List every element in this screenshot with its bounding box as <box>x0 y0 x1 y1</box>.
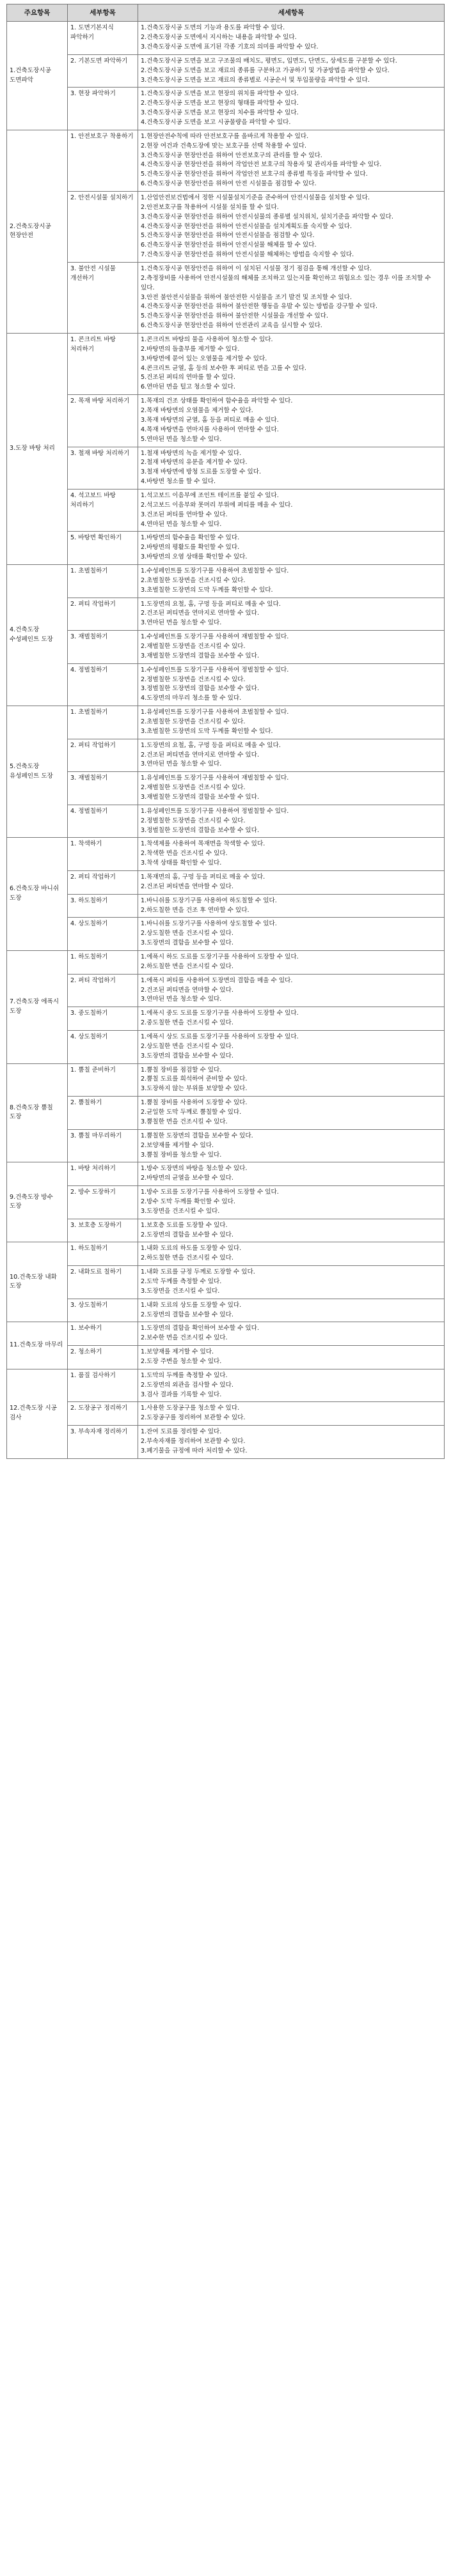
detail-line: 4.콘크리트 균열, 홈 등의 보수한 후 퍼티로 면을 고를 수 있다. <box>141 364 306 372</box>
detail-line: 2.방수 도막 두께를 확인할 수 있다. <box>141 1198 235 1205</box>
table-row <box>7 772 445 805</box>
detail-line: 1.건축도장시공 현장안전을 위하여 이 설치된 시설물 정기 점검을 통해 개선할 수 있다. <box>141 265 372 273</box>
table-row <box>7 192 445 263</box>
detail-item-cell <box>138 1402 445 1426</box>
detail-line: 1.유성페인트를 도장기구를 사용하여 초벌칠할 수 있다. <box>141 709 289 716</box>
detail-line: 1.도장면의 요철, 홈, 구멍 등을 퍼티로 메울 수 있다. <box>141 741 281 749</box>
detail-line: 2.하도칠한 면을 건조시킬 수 있다. <box>141 1254 233 1262</box>
sub-item-cell: 3. 뿜칠 마무리하기 <box>68 1129 138 1162</box>
sub-item-cell: 2. 목재 바탕 처리하기 <box>68 395 138 447</box>
table-row <box>7 54 445 88</box>
detail-line: 3.연마된 면을 청소할 수 있다. <box>141 760 222 768</box>
detail-line: 4.건축도장시공 현장안전을 위하여 작업안전 보호구의 착용자 및 관리자를 파악할 수 있다. <box>141 161 382 169</box>
table-row <box>7 1063 445 1097</box>
detail-line: 1.내화 도료의 상도를 도장할 수 있다. <box>141 1301 242 1309</box>
detail-item-cell <box>138 54 445 88</box>
detail-line: 3.초벌칠한 도장면의 도막 두께를 확인할 수 있다. <box>141 727 273 735</box>
table-row <box>7 838 445 871</box>
sub-item-cell: 1. 콘크리트 바탕 처리하기 <box>68 334 138 395</box>
table-row <box>7 88 445 130</box>
detail-line: 3.바탕면의 오염 상태를 확인할 수 있다. <box>141 553 248 561</box>
table-row <box>7 395 445 447</box>
table-row <box>7 1097 445 1130</box>
detail-line: 3.건조된 퍼티를 연마할 수 있다. <box>141 511 228 518</box>
detail-line: 2.하도칠한 면을 건조시킬 수 있다. <box>141 962 233 970</box>
detail-line: 1.바니쉬를 도장기구를 사용하여 하도칠할 수 있다. <box>141 897 277 904</box>
detail-line: 5.연마된 면을 청소할 수 있다. <box>141 435 222 443</box>
main-item-cell: 4.건축도장 수성페인트 도장 <box>7 564 68 706</box>
detail-line: 1.에폭시 상도 도료를 도장기구를 사용하여 도장할 수 있다. <box>141 1033 299 1041</box>
detail-line: 1.보호층 도료를 도장할 수 있다. <box>141 1221 228 1229</box>
detail-line: 1.수성페인트를 도장기구를 사용하여 초벌칠할 수 있다. <box>141 567 289 575</box>
sub-item-cell: 4. 정벌칠하기 <box>68 805 138 838</box>
detail-line: 1.방수 도료를 도장기구를 사용하여 도장할 수 있다. <box>141 1189 279 1196</box>
detail-line: 1.산업안전보건법에서 정한 시설물설치기준을 준수하여 안전시설물을 설치할 수 있다. <box>141 194 370 202</box>
table-row <box>7 805 445 838</box>
detail-line: 2.초벌칠한 도장면을 건조시킬 수 있다. <box>141 718 246 725</box>
detail-line: 2.도막 두께를 측정할 수 있다. <box>141 1277 222 1285</box>
detail-line: 2.상도칠한 면을 건조시킬 수 있다. <box>141 1042 233 1050</box>
detail-line: 2.상도칠한 면을 건조시킬 수 있다. <box>141 930 233 937</box>
sub-item-cell: 2. 퍼티 작업하기 <box>68 739 138 772</box>
detail-line: 2.석고보드 이음부와 못머리 부위에 퍼티를 메울 수 있다. <box>141 501 293 509</box>
detail-line: 3.정벌칠한 도장면의 결함을 보수할 수 있다. <box>141 685 259 693</box>
detail-line: 1.도장면의 요철, 홈, 구멍 등을 퍼티로 메울 수 있다. <box>141 600 281 608</box>
main-item-cell: 8.건축도장 뿜칠 도장 <box>7 1063 68 1162</box>
detail-item-cell <box>138 1219 445 1242</box>
table-row <box>7 1369 445 1402</box>
detail-item-cell <box>138 838 445 871</box>
detail-line: 3.뿜칠 장비를 청소할 수 있다. <box>141 1151 222 1159</box>
table-row <box>7 532 445 565</box>
sub-item-cell: 2. 안전시설물 설치하기 <box>68 192 138 263</box>
header-sub-item: 세부항목 <box>68 4 138 22</box>
table-row <box>7 1266 445 1299</box>
detail-item-cell <box>138 706 445 739</box>
detail-line: 2.건조된 퍼티면을 연마지로 연마할 수 있다. <box>141 610 259 617</box>
detail-line: 1.목재의 건조 상태를 확인하여 함수율을 파악할 수 있다. <box>141 397 293 405</box>
detail-line: 4.건축도장시공 현장안전을 위하여 불안전한 행동을 유발 수 있는 방법을 강구할 수 있다. <box>141 303 378 311</box>
table-row <box>7 663 445 706</box>
detail-line: 2.재벌칠한 도장면을 건조시킬 수 있다. <box>141 642 246 650</box>
detail-line: 2.도장공구를 정리하여 보관할 수 있다. <box>141 1414 246 1422</box>
detail-line: 6.연마된 면을 털고 청소할 수 있다. <box>141 383 235 391</box>
main-item-cell: 3.도장 바탕 처리 <box>7 334 68 565</box>
detail-item-cell <box>138 598 445 631</box>
table-row <box>7 598 445 631</box>
detail-line: 1.바니쉬를 도장기구를 사용하여 상도칠할 수 있다. <box>141 920 277 928</box>
sub-item-cell: 3. 하도칠하기 <box>68 894 138 918</box>
detail-item-cell <box>138 22 445 55</box>
detail-line: 1.건축도장시공 도면을 보고 구조물의 배치도, 평면도, 입면도, 단면도, 상세도를 구분할 수 있다. <box>141 57 397 65</box>
sub-item-cell: 1. 착색하기 <box>68 838 138 871</box>
detail-item-cell <box>138 532 445 565</box>
detail-line: 1.철재 바탕면의 녹을 제거할 수 있다. <box>141 449 242 457</box>
detail-line: 3.연마된 면을 청소할 수 있다. <box>141 996 222 1003</box>
sub-item-cell: 2. 도장공구 정리하기 <box>68 1402 138 1426</box>
detail-line: 1.목재면의 홈, 구멍 등을 퍼티로 메울 수 있다. <box>141 874 265 881</box>
detail-line: 5.건축도장시공 현장안전을 위하여 불안전한 시설물을 개선할 수 있다. <box>141 312 329 320</box>
header-detail-item: 세세항목 <box>138 4 445 22</box>
detail-line: 1.현장안전수칙에 따라 안전보호구를 올바르게 착용할 수 있다. <box>141 132 309 140</box>
sub-item-cell: 2. 퍼티 작업하기 <box>68 598 138 631</box>
sub-item-cell: 3. 불안전 시설물 개선하기 <box>68 263 138 334</box>
table-row <box>7 1186 445 1219</box>
table-row <box>7 974 445 1007</box>
detail-line: 2.바탕면의 평활도를 확인할 수 있다. <box>141 544 240 551</box>
detail-line: 2.건축도장시공 도면을 보고 재료의 종류를 구분하고 가공하기 및 가공방법을 파악할 수 있다. <box>141 66 390 74</box>
detail-line: 3.철재 바탕면에 방청 도료를 도장할 수 있다. <box>141 468 262 476</box>
table-row <box>7 130 445 191</box>
sub-item-cell: 1. 초벌칠하기 <box>68 564 138 598</box>
detail-line: 5.건축도장시공 현장안전을 위하여 안전시설물을 점검할 수 있다. <box>141 232 315 240</box>
detail-line: 2.정벌칠한 도장면을 건조시킬 수 있다. <box>141 675 246 683</box>
main-item-cell: 6.건축도장 바니쉬 도장 <box>7 838 68 951</box>
detail-line: 2.착색한 면을 건조시킬 수 있다. <box>141 850 228 858</box>
detail-line: 1.내화 도료를 규정 두께로 도장할 수 있다. <box>141 1269 255 1276</box>
sub-item-cell: 3. 중도칠하기 <box>68 1007 138 1031</box>
detail-line: 1.바탕면의 함수율을 확인할 수 있다. <box>141 534 240 542</box>
detail-line: 3.도장면을 건조시킬 수 있다. <box>141 1207 220 1215</box>
table-row <box>7 951 445 975</box>
detail-item-cell <box>138 1299 445 1322</box>
syllabus-table <box>6 4 445 1459</box>
detail-item-cell <box>138 1186 445 1219</box>
detail-line: 3.재벌칠한 도장면의 결함을 보수할 수 있다. <box>141 652 259 659</box>
sub-item-cell: 4. 석고보드 바탕 처리하기 <box>68 489 138 531</box>
detail-line: 3.바탕면에 묻어 있는 오염물을 제거할 수 있다. <box>141 355 267 362</box>
detail-line: 3.도장하지 않는 부위를 보양할 수 있다. <box>141 1085 248 1093</box>
detail-item-cell <box>138 663 445 706</box>
detail-item-cell <box>138 805 445 838</box>
detail-line: 3.초벌칠한 도장면의 도막 두께를 확인할 수 있다. <box>141 586 273 594</box>
detail-item-cell <box>138 1346 445 1369</box>
detail-line: 1.유성페인트를 도장기구를 사용하여 재벌칠할 수 있다. <box>141 775 289 782</box>
detail-item-cell <box>138 130 445 191</box>
sub-item-cell: 1. 하도칠하기 <box>68 1242 138 1266</box>
detail-line: 1.내화 도료의 하도를 도장할 수 있다. <box>141 1245 242 1253</box>
detail-line: 2.도장면의 결함을 보수할 수 있다. <box>141 1231 233 1238</box>
detail-line: 1.에폭시 하도 도료를 도장기구를 사용하여 도장할 수 있다. <box>141 953 299 961</box>
sub-item-cell: 1. 바탕 처리하기 <box>68 1162 138 1186</box>
detail-line: 2.중도칠한 면을 건조시킬 수 있다. <box>141 1019 233 1027</box>
detail-line: 2.초벌칠한 도장면을 건조시킬 수 있다. <box>141 576 246 584</box>
detail-line: 3.건축도장시공 도면을 보고 재료의 종류별로 시공순서 및 투입물량을 파악할 수 있다. <box>141 76 370 84</box>
sub-item-cell: 4. 정벌칠하기 <box>68 663 138 706</box>
main-item-cell: 2.건축도장시공 현장안전 <box>7 130 68 333</box>
detail-line: 1.사용한 도장공구를 청소할 수 있다. <box>141 1405 240 1412</box>
detail-line: 1.뿜칠 장비를 점검할 수 있다. <box>141 1066 222 1074</box>
detail-item-cell <box>138 894 445 918</box>
main-item-cell: 10.건축도장 내화 도장 <box>7 1242 68 1322</box>
detail-item-cell <box>138 1266 445 1299</box>
detail-line: 4.바탕면 청소를 할 수 있다. <box>141 478 216 486</box>
detail-line: 3.연마된 면을 청소할 수 있다. <box>141 619 222 627</box>
table-row <box>7 1129 445 1162</box>
detail-line: 2.바탕면의 돌출부를 제거할 수 있다. <box>141 345 240 353</box>
detail-line: 1.방수 도장면의 바탕을 청소할 수 있다. <box>141 1165 248 1173</box>
detail-item-cell <box>138 871 445 895</box>
detail-item-cell <box>138 1097 445 1130</box>
detail-line: 5.건축도장시공 현장안전을 위하여 작업안전 보호구의 종류별 특징을 파악할 수 있다. <box>141 171 368 178</box>
detail-line: 2.건조된 퍼티면을 연마할 수 있다. <box>141 986 233 994</box>
table-row <box>7 1346 445 1369</box>
detail-line: 3.건축도장시공 도면을 보고 현장의 치수를 파악할 수 있다. <box>141 109 299 117</box>
table-header-row <box>7 4 445 22</box>
detail-line: 1.수성페인트를 도장기구를 사용하여 정벌칠할 수 있다. <box>141 666 289 674</box>
table-row <box>7 871 445 895</box>
detail-line: 4.도장면의 마무리 청소를 할 수 있다. <box>141 695 242 702</box>
detail-line: 1.도장면의 결함을 확인하여 보수할 수 있다. <box>141 1325 259 1332</box>
sub-item-cell: 4. 상도칠하기 <box>68 918 138 951</box>
detail-line: 3.도장면의 결함을 보수할 수 있다. <box>141 1052 233 1060</box>
detail-item-cell <box>138 974 445 1007</box>
sub-item-cell: 3. 철재 바탕 처리하기 <box>68 447 138 489</box>
sub-item-cell: 2. 퍼티 작업하기 <box>68 974 138 1007</box>
detail-item-cell <box>138 192 445 263</box>
detail-item-cell <box>138 447 445 489</box>
detail-line: 1.에폭시 중도 도료를 도장기구를 사용하여 도장할 수 있다. <box>141 1010 299 1017</box>
detail-item-cell <box>138 772 445 805</box>
table-row <box>7 1162 445 1186</box>
table-row <box>7 564 445 598</box>
detail-line: 2.바탕면의 균열을 보수할 수 있다. <box>141 1175 233 1182</box>
detail-line: 2.보수한 면을 건조시킬 수 있다. <box>141 1334 228 1342</box>
detail-line: 1.콘크리트 바탕의 물을 사용하여 청소할 수 있다. <box>141 336 273 344</box>
sub-item-cell: 1. 하도칠하기 <box>68 951 138 975</box>
detail-line: 3.폐기물을 규정에 따라 처리할 수 있다. <box>141 1447 248 1454</box>
table-row <box>7 1322 445 1346</box>
table-row <box>7 22 445 55</box>
detail-line: 4.목재 바탕면을 연마지를 사용하여 연마할 수 있다. <box>141 426 279 433</box>
detail-item-cell <box>138 631 445 664</box>
table-row <box>7 1426 445 1459</box>
detail-line: 3.도장면의 결함을 보수할 수 있다. <box>141 939 233 947</box>
detail-line: 3.건축도장시공 현장안전을 위하여 안전보호구의 관리를 할 수 있다. <box>141 151 322 159</box>
detail-item-cell <box>138 1063 445 1097</box>
detail-line: 3.검사 결과를 기록할 수 있다. <box>141 1391 222 1398</box>
detail-line: 1.도막의 두께를 측정할 수 있다. <box>141 1371 228 1379</box>
detail-item-cell <box>138 395 445 447</box>
detail-item-cell <box>138 263 445 334</box>
table-row <box>7 631 445 664</box>
detail-line: 5.건조된 퍼티의 연마를 할 수 있다. <box>141 374 235 382</box>
detail-line: 2.균일한 도막 두께로 뿜칠할 수 있다. <box>141 1109 242 1116</box>
table-row <box>7 263 445 334</box>
table-row <box>7 1242 445 1266</box>
detail-line: 2.철재 바탕면의 유분을 제거할 수 있다. <box>141 459 248 467</box>
sub-item-cell: 3. 재벌칠하기 <box>68 772 138 805</box>
detail-line: 2.재벌칠한 도장면을 건조시킬 수 있다. <box>141 784 246 792</box>
table-row <box>7 706 445 739</box>
main-item-cell: 5.건축도장 유성페인트 도장 <box>7 706 68 838</box>
detail-line: 2.목재 바탕면의 오염물을 제거할 수 있다. <box>141 407 253 415</box>
sub-item-cell: 2. 퍼티 작업하기 <box>68 871 138 895</box>
detail-item-cell <box>138 1162 445 1186</box>
detail-line: 3.정벌칠한 도장면의 결함을 보수할 수 있다. <box>141 826 259 834</box>
detail-item-cell <box>138 489 445 531</box>
detail-item-cell <box>138 1129 445 1162</box>
detail-line: 3.재벌칠한 도장면의 결함을 보수할 수 있다. <box>141 794 259 801</box>
detail-line: 1.유성페인트를 도장기구를 사용하여 정벌칠할 수 있다. <box>141 807 289 815</box>
detail-line: 2.안전보호구를 착용하여 시설물 설치를 할 수 있다. <box>141 203 279 211</box>
detail-line: 1.건축도장시공 도면을 보고 현장의 위치를 파악할 수 있다. <box>141 90 299 98</box>
detail-line: 2.정벌칠한 도장면을 건조시킬 수 있다. <box>141 817 246 824</box>
detail-line: 4.연마된 면을 청소할 수 있다. <box>141 520 222 528</box>
table-row <box>7 334 445 395</box>
detail-line: 3.도장면을 건조시킬 수 있다. <box>141 1287 220 1295</box>
sub-item-cell: 3. 부속자재 정리하기 <box>68 1426 138 1459</box>
detail-line: 2.측정장비를 사용하여 안전시설물의 해체를 조치하고 있는지를 확인하고 위험요소 있는 경우 이를 조치할 수 있다. <box>141 274 431 291</box>
detail-item-cell <box>138 1426 445 1459</box>
sub-item-cell: 1. 보수하기 <box>68 1322 138 1346</box>
detail-line: 2.현장 여건과 건축도장에 맞는 보호구를 선택 착용할 수 있다. <box>141 142 307 150</box>
detail-line: 1.착색제를 사용하여 목재면을 착색할 수 있다. <box>141 840 265 848</box>
detail-line: 4.건축도장시공 도면을 보고 시공물량을 파악할 수 있다. <box>141 119 291 126</box>
detail-line: 2.도장면의 외관을 검사할 수 있다. <box>141 1381 233 1389</box>
main-item-cell: 11.건축도장 마무리 <box>7 1322 68 1369</box>
sub-item-cell: 1. 뿜칠 준비하기 <box>68 1063 138 1097</box>
detail-line: 2.하도칠한 면을 건조 후 연마할 수 있다. <box>141 906 249 914</box>
detail-item-cell <box>138 1322 445 1346</box>
detail-item-cell <box>138 334 445 395</box>
table-row <box>7 489 445 531</box>
detail-line: 3.착색 상태를 확인할 수 있다. <box>141 860 222 867</box>
main-item-cell: 7.건축도장 에폭시 도장 <box>7 951 68 1064</box>
detail-line: 2.뿜칠 도료를 희석하여 준비할 수 있다. <box>141 1076 248 1083</box>
detail-item-cell <box>138 951 445 975</box>
detail-line: 1.잔여 도료를 정리할 수 있다. <box>141 1428 222 1436</box>
main-item-cell: 1.건축도장시공 도면파악 <box>7 22 68 130</box>
table-body <box>7 22 445 1458</box>
sub-item-cell: 3. 상도칠하기 <box>68 1299 138 1322</box>
detail-item-cell <box>138 1031 445 1064</box>
sub-item-cell: 1. 안전보호구 착용하기 <box>68 130 138 191</box>
sub-item-cell: 1. 도면기본지식 파악하기 <box>68 22 138 55</box>
table-row <box>7 1007 445 1031</box>
detail-line: 3.건축도장시공 도면에 표기된 각종 기호의 의미를 파악할 수 있다. <box>141 43 319 50</box>
detail-item-cell <box>138 739 445 772</box>
sub-item-cell: 2. 내화도료 칠하기 <box>68 1266 138 1299</box>
table-row <box>7 1219 445 1242</box>
table-row <box>7 447 445 489</box>
detail-line: 2.건축도장시공 도면에서 지시하는 내용을 파악할 수 있다. <box>141 34 297 42</box>
detail-line: 2.도장 주변을 청소할 수 있다. <box>141 1357 222 1365</box>
detail-item-cell <box>138 88 445 130</box>
detail-line: 2.부속자재를 정리하여 보관할 수 있다. <box>141 1437 246 1445</box>
detail-item-cell <box>138 564 445 598</box>
detail-item-cell <box>138 1242 445 1266</box>
sub-item-cell: 2. 방수 도장하기 <box>68 1186 138 1219</box>
detail-line: 2.건축도장시공 도면을 보고 현장의 형태를 파악할 수 있다. <box>141 100 299 107</box>
table-row <box>7 1299 445 1322</box>
detail-line: 6.건축도장시공 현장안전을 위하여 안전관리 교육을 실시할 수 있다. <box>141 322 322 330</box>
detail-line: 3.목재 바탕면의 균열, 홈 등을 퍼티로 메울 수 있다. <box>141 416 279 424</box>
detail-line: 7.건축도장시공 현장안전을 위하여 안전시설물 해체하는 방법을 숙지할 수 있다. <box>141 251 354 259</box>
table-row <box>7 1402 445 1426</box>
detail-line: 2.보양재를 제거할 수 있다. <box>141 1141 214 1149</box>
detail-line: 6.건축도장시공 현장안전을 위하여 안전 시설물을 점검할 수 있다. <box>141 180 317 188</box>
table-row <box>7 918 445 951</box>
detail-line: 1.수성페인트를 도장기구를 사용하여 재벌칠할 수 있다. <box>141 633 289 641</box>
detail-line: 1.보양재를 제거할 수 있다. <box>141 1348 214 1356</box>
table-row <box>7 739 445 772</box>
detail-line: 2.도장면의 결함을 보수할 수 있다. <box>141 1311 233 1318</box>
detail-item-cell <box>138 918 445 951</box>
sub-item-cell: 1. 초벌칠하기 <box>68 706 138 739</box>
detail-line: 1.석고보드 이음부에 조인트 테이프를 붙일 수 있다. <box>141 491 279 499</box>
detail-line: 3.건축도장시공 현장안전을 위하여 안전시설물의 종류별 설치위치, 설치기준을 파악할 수 있다. <box>141 213 393 220</box>
main-item-cell: 9.건축도장 방수 도장 <box>7 1162 68 1242</box>
sub-item-cell: 3. 현장 파악하기 <box>68 88 138 130</box>
detail-line: 1.건축도장시공 도면의 기능과 용도를 파악할 수 있다. <box>141 24 285 32</box>
table-row <box>7 1031 445 1064</box>
detail-line: 2.건조된 퍼티면을 연마지로 연마할 수 있다. <box>141 751 259 759</box>
sub-item-cell: 4. 상도칠하기 <box>68 1031 138 1064</box>
sub-item-cell: 1. 품질 검사하기 <box>68 1369 138 1402</box>
sub-item-cell: 3. 보호층 도장하기 <box>68 1219 138 1242</box>
sub-item-cell: 2. 청소하기 <box>68 1346 138 1369</box>
detail-line: 3.안전 불안전시설물을 위하여 불안전한 시설물을 조기 발견 및 조치할 수 있다. <box>141 293 352 301</box>
sub-item-cell: 3. 재벌칠하기 <box>68 631 138 664</box>
detail-line: 1.뿜칠 장비를 사용하여 도장할 수 있다. <box>141 1099 248 1107</box>
detail-item-cell <box>138 1007 445 1031</box>
sub-item-cell: 2. 뿜칠하기 <box>68 1097 138 1130</box>
detail-line: 3.뿜칠한 면을 건조시킬 수 있다. <box>141 1118 228 1125</box>
detail-line: 2.건조된 퍼티면을 연마할 수 있다. <box>141 883 233 890</box>
header-main-item: 주요항목 <box>7 4 68 22</box>
detail-line: 6.건축도장시공 현장안전을 위하여 안전시설물 해체를 할 수 있다. <box>141 242 317 249</box>
detail-item-cell <box>138 1369 445 1402</box>
sub-item-cell: 5. 바탕면 확인하기 <box>68 532 138 565</box>
sub-item-cell: 2. 기본도면 파악하기 <box>68 54 138 88</box>
detail-line: 1.에폭시 퍼티를 사용하여 도장면의 결함을 메울 수 있다. <box>141 976 293 984</box>
table-row <box>7 894 445 918</box>
detail-line: 4.건축도장시공 현장안전을 위하여 안전시설물을 설치계획도를 숙지할 수 있다. <box>141 222 352 230</box>
detail-line: 1.뿜칠한 도장면의 결함을 보수할 수 있다. <box>141 1132 253 1139</box>
main-item-cell: 12.건축도장 시공 검사 <box>7 1369 68 1458</box>
